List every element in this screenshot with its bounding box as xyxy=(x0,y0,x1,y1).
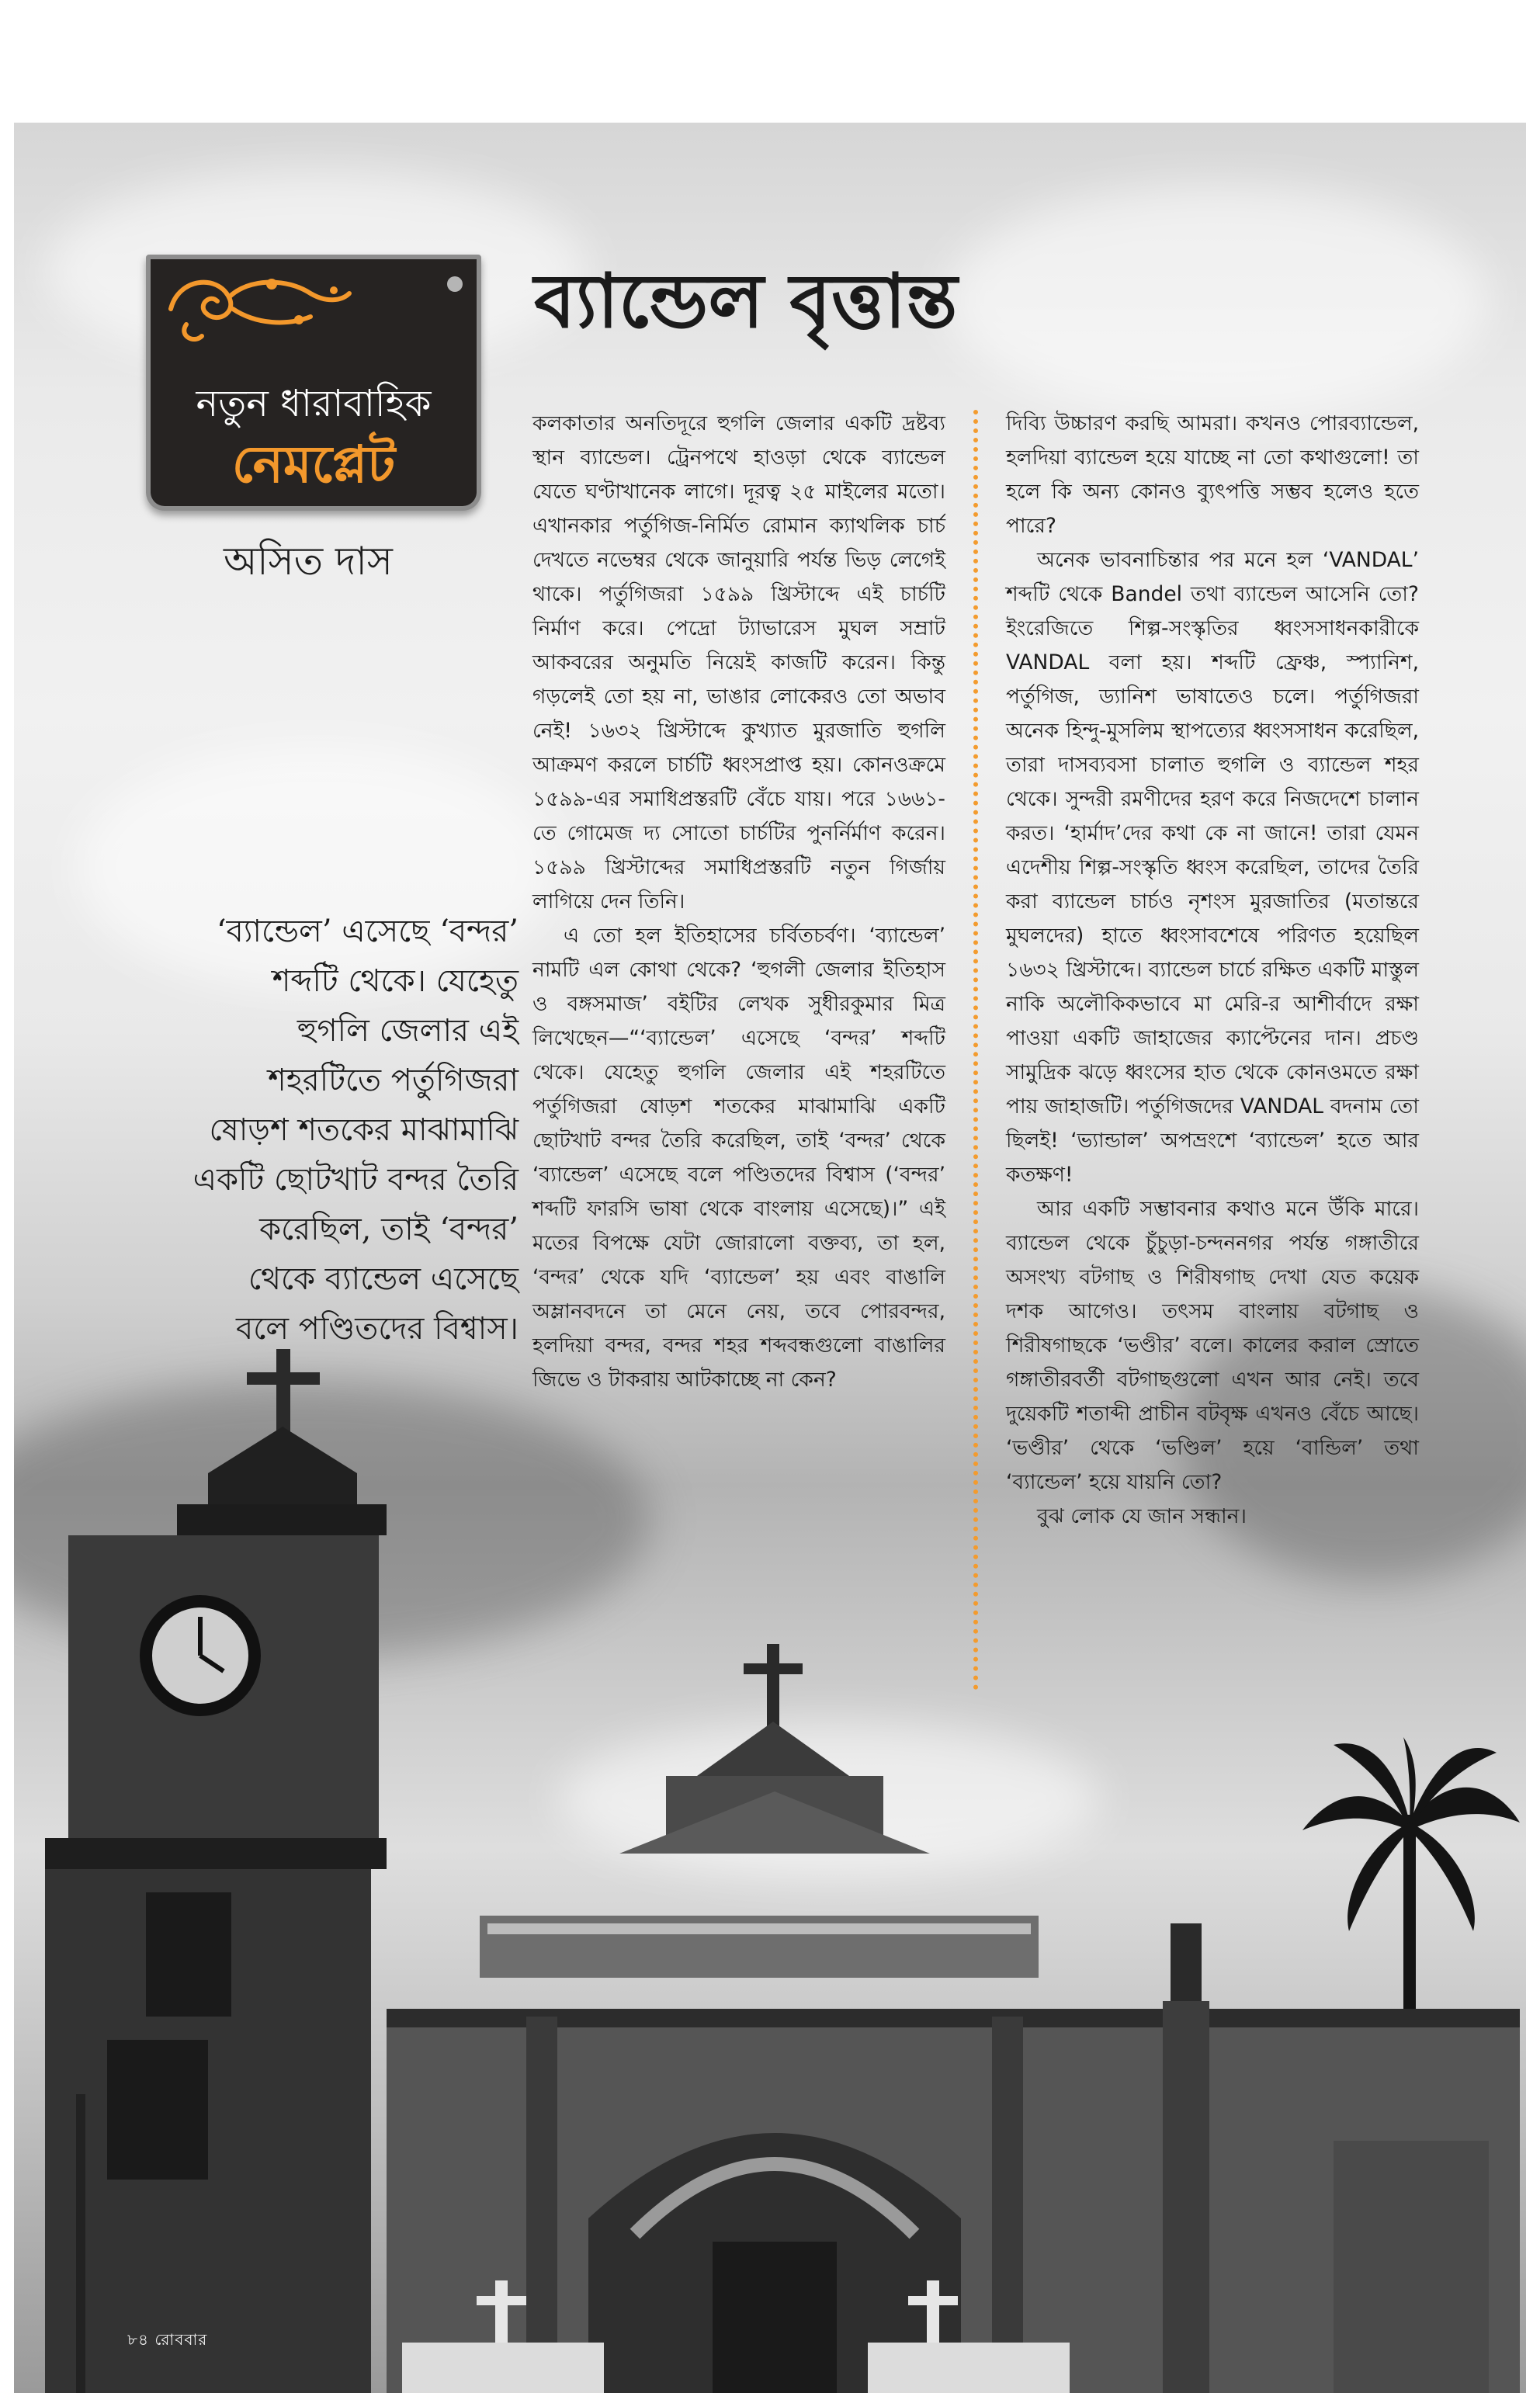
clock-tower xyxy=(45,1349,387,2393)
series-title: নেমপ্লেট xyxy=(231,434,396,494)
article-column-1 xyxy=(532,407,945,1397)
article-headline: ব্যান্ডেল বৃত্তান্ত xyxy=(534,257,958,345)
pull-quote-line: করেছিল, তাই ‘বন্দর’ xyxy=(259,1212,519,1247)
article-paragraph: কলকাতার অনতিদূরে হুগলি জেলার একটি দ্রষ্টব্য স্থান ব্যান্ডেল। ট্রেনপথে হাওড়া থেকে ব্যান্ডেল যেতে ঘণ্টাখানেক লাগে। দূরত্ব ২৫ মাইলের মতো। এখানকার পর্তুগিজ-নির্মিত রোমান ক্যাথলিক চার্চ দেখতে নভেম্বর থেকে জানুয়ারি পর্যন্ত ভিড় লেগেই থাকে। পর্তুগিজরা ১৫৯৯ খ্রিস্টাব্দে এই চার্চটি নির্মাণ করে। পেদ্রো ট্যাভারেস মুঘল সম্রাট আকবরের অনুমতি নিয়েই কাজটি করেন। কিন্তু গড়লেই তো হয় না, ভাঙার লোকেরও তো অভাব নেই! ১৬৩২ খ্রিস্টাব্দে কুখ্যাত মুরজাতি হুগলি আক্রমণ করলে চার্চটি ধ্বংসপ্রাপ্ত হয়। কোনওক্রমে ১৫৯৯-এর সমাধিপ্রস্তরটি বেঁচে যায়। পরে ১৬৬১-তে গোমেজ দ্য সোতো চার্চটির পুনর্নির্মাণ করেন। ১৫৯৯ খ্রিস্টাব্দের সমাধিপ্রস্তরটি নতুন গির্জায় লাগিয়ে দেন তিনি। xyxy=(532,411,945,914)
author-name: অসিত দাস xyxy=(224,539,393,584)
series-label: নতুন ধারাবাহিক xyxy=(196,382,432,425)
pull-quote-line: ‘ব্যান্ডেল’ এসেছে ‘বন্দর’ xyxy=(216,914,519,949)
page-folio: ৮৪ রোববার xyxy=(127,2330,208,2349)
column-divider xyxy=(973,410,978,1691)
badge-hanging-hole xyxy=(447,276,463,292)
pull-quote-line: একটি ছোটখাট বন্দর তৈরি xyxy=(192,1162,519,1198)
article-paragraph: এ তো হল ইতিহাসের চর্বিতচর্বণ। ‘ব্যান্ডেল’ নামটি এল কোথা থেকে? ‘হুগলী জেলার ইতিহাস ও বঙ্গসমাজ’ বইটির লেখক সুধীরকুমার মিত্র লিখেছেন—“‘ব্যান্ডেল’ এসেছে ‘বন্দর’ শব্দটি থেকে। যেহেতু হুগলি জেলার এই শহরটিতে পর্তুগিজরা ষোড়শ শতকের মাঝামাঝি একটি ছোটখাট বন্দর তৈরি করেছিল, তাই ‘বন্দর’ থেকে ‘ব্যান্ডেল’ এসেছে বলে পণ্ডিতদের বিশ্বাস (‘বন্দর’ শব্দটি ফারসি ভাষা থেকে বাংলায় এসেছে)।” এই মতের বিপক্ষে যেটা জোরালো বক্তব্য, তা হল, ‘বন্দর’ থেকে যদি ‘ব্যান্ডেল’ হয় এবং বাঙালি অম্লানবদনে তা মেনে নেয়, তবে পোরবন্দর, হলদিয়া বন্দর, বন্দর শহর শব্দবন্ধগুলো বাঙালির জিভে ও টাকরায় আটকাচ্ছে না কেন? xyxy=(532,924,945,1392)
pull-quote-line: শব্দটি থেকে। যেহেতু xyxy=(272,963,519,999)
pull-quote-line: শহরটিতে পর্তুগিজরা xyxy=(268,1063,519,1098)
article-paragraph: দিব্যি উচ্চারণ করছি আমরা। কখনও পোরব্যান্ডেল, হলদিয়া ব্যান্ডেল হয়ে যাচ্ছে না তো কথাগুলো! তা হলে কি অন্য কোনও ব্যুৎপত্তি সম্ভব হলেও হতে পারে? xyxy=(1006,411,1419,538)
magazine-page xyxy=(14,123,1526,2393)
pull-quote-line: হুগলি জেলার এই xyxy=(297,1013,519,1049)
article-paragraph: অনেক ভাবনাচিন্তার পর মনে হল ‘VANDAL’ শব্দটি থেকে Bandel তথা ব্যান্ডেল আসেনি তো? ইংরেজিতে শিল্প-সংস্কৃতির ধ্বংসসাধনকারীকে VANDAL বলা হয়। শব্দটি ফ্রেঞ্চ, স্প্যানিশ, পর্তুগিজ, ড্যানিশ ভাষাতেও চলে। পর্তুগিজরা অনেক হিন্দু-মুসলিম স্থাপত্যের ধ্বংসসাধন করেছিল, তারা দাসব্যবসা চালাত হুগলি ও ব্যান্ডেল শহর থেকে। সুন্দরী রমণীদের হরণ করে নিজদেশে চালান করত। ‘হার্মাদ’দের কথা কে না জানে! তারা যেমন এদেশীয় শিল্প-সংস্কৃতি ধ্বংস করেছিল, তাদের তৈরি করা ব্যান্ডেল চার্চও নৃশংস মুরজাতির (মতান্তরে মুঘলদের) হাতে ধ্বংসাবশেষে পরিণত হয়েছিল ১৬৩২ খ্রিস্টাব্দে। ব্যান্ডেল চার্চে রক্ষিত একটি মাস্তুল নাকি অলৌকিকভাবে মা মেরি-র আশীর্বাদে রক্ষা পাওয়া একটি জাহাজের ক্যাপ্টেনের দান। প্রচণ্ড সামুদ্রিক ঝড়ে ধ্বংসের হাত থেকে কোনওমতে রক্ষা পায় জাহাজটি। পর্তুগিজদের VANDAL বদনাম তো ছিলই! ‘ভ্যান্ডাল’ অপভ্রংশে ‘ব্যান্ডেল’ হতে আর কতক্ষণ! xyxy=(1006,548,1419,1187)
pull-quote-line: বলে পণ্ডিতদের বিশ্বাস। xyxy=(235,1311,519,1347)
article-paragraph: আর একটি সম্ভাবনার কথাও মনে উঁকি মারে। ব্যান্ডেল থেকে চুঁচুড়া-চন্দননগর পর্যন্ত গঙ্গাতীরে অসংখ্য বটগাছ ও শিরীষগাছ দেখা যেত কয়েক দশক আগেও। তৎসম বাংলায় বটগাছ ও শিরীষগাছকে ‘ভণ্ডীর’ বলে। কালের করাল স্রোতে গঙ্গাতীরবর্তী বটগাছগুলো এখন আর নেই। তবে দুয়েকটি শতাব্দী প্রাচীন বটবৃক্ষ এখনও বেঁচে আছে। ‘ভণ্ডীর’ থেকে ‘ভণ্ডিল’ হয়ে ‘বান্ডিল’ তথা ‘ব্যান্ডেল’ হয়ে যায়নি তো? xyxy=(1006,1197,1419,1494)
article-column-2 xyxy=(1006,407,1419,1534)
pull-quote-line: থেকে ব্যান্ডেল এসেছে xyxy=(248,1261,519,1297)
pull-quote xyxy=(130,907,519,1354)
ornament-swirl-icon xyxy=(155,262,357,348)
article-closing-line: বুঝ লোক যে জান সন্ধান। xyxy=(1037,1504,1247,1528)
church-facade xyxy=(387,1644,1520,2393)
series-nameplate-badge xyxy=(146,255,481,511)
pull-quote-line: ষোড়শ শতকের মাঝামাঝি xyxy=(209,1112,519,1148)
